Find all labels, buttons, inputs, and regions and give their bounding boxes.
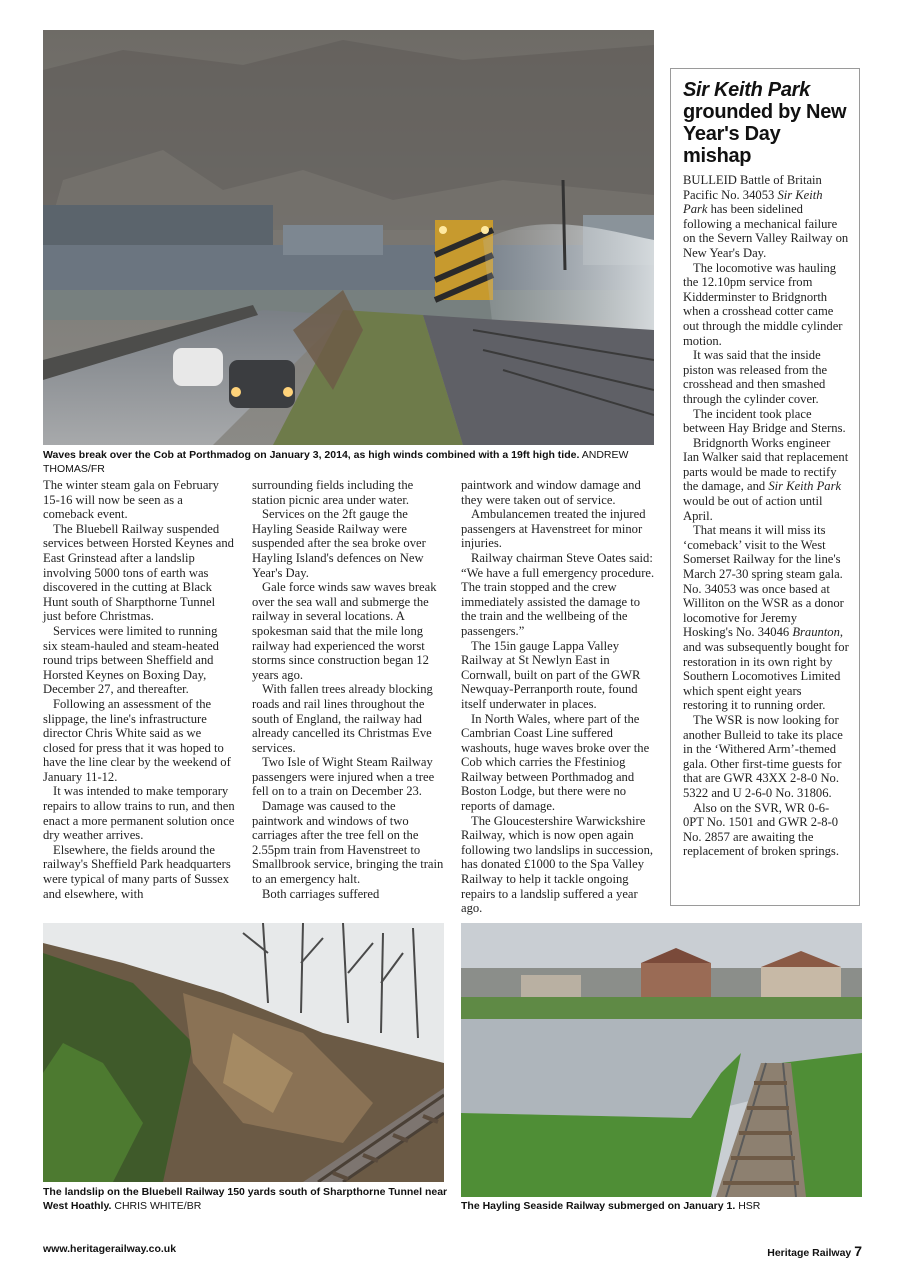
- photo-left-caption: [43, 1186, 453, 1213]
- footer-website[interactable]: www.heritagerailway.co.uk: [43, 1243, 177, 1255]
- photo-bluebell-landslip: [43, 923, 444, 1182]
- page-number: 7: [854, 1243, 862, 1259]
- article-paragraph: The Bluebell Railway suspended services between Horsted Keynes and East Grinstead after a landslip involving 5000 tons of earth was discovered in the cutting at Black Hunt south of Sharpthorne Tunnel just before Christmas.: [43, 521, 234, 624]
- article-paragraph: Damage was caused to the paintwork and windows of two carriages after the tree fell on the 2.55pm train from Havenstreet to Smallbrook service, bringing the train to an emergency halt.: [252, 799, 444, 887]
- photo-right-caption: [461, 1200, 871, 1214]
- article-paragraph: Both carriages suffered: [262, 886, 380, 901]
- photo-right-caption-text: The Hayling Seaside Railway submerged on January 1.: [461, 1200, 736, 1212]
- article-paragraph: The Gloucestershire Warwickshire Railway, which is now open again following two landslips in succession, has donated £1000 to the Spa Valley Railway to help it tackle ongoing repairs to a landslip suffered a year ago.: [461, 813, 654, 916]
- article-paragraph: Services on the 2ft gauge the Hayling Seaside Railway were suspended after the sea broke over Hayling Island's defences on New Year's Day.: [252, 507, 426, 580]
- sidebar-text: would be out of action until April.: [683, 494, 823, 523]
- article-paragraph: The winter steam gala on February 15-16 will now be seen as a comeback event.: [43, 478, 219, 522]
- sidebar-paragraph: The WSR is now looking for another Bulleid to take its place in the ‘Withered Arm’-themed gala. Other first-time guests for that are GWR 43XX 2-8-0 No. 5322 and U 2-6-0 No. 31806.: [683, 712, 843, 800]
- article-paragraph: With fallen trees already blocking roads and rail lines throughout the south of England, the railway had already cancelled its Christmas Eve services.: [252, 682, 433, 755]
- article-paragraph: Services were limited to running six steam-hauled and steam-heated round trips between Sheffield and Horsted Keynes on Boxing Day, December 27, and thereafter.: [43, 623, 219, 697]
- sidebar-headline-rest: grounded by New Year's Day mishap: [683, 101, 847, 167]
- sidebar-text: BULLEID Battle of Britain Pacific No. 34053: [683, 173, 822, 202]
- article-column-2: [252, 478, 444, 901]
- sidebar-text: That means it will miss its ‘comeback’ visit to the West Somerset Railway for the line's March 27-30 spring steam gala. No. 34053 was once based at Williton on the WSR as a donor locomotive for Jeremy Hosking's No. 34046: [683, 523, 844, 640]
- sidebar-text: has been sidelined following a mechanical failure on the Severn Valley Railway on New Year's Day.: [683, 202, 849, 260]
- sidebar-headline-italic: Sir Keith Park: [683, 79, 810, 101]
- sidebar-text-italic: Braunton: [792, 625, 840, 640]
- article-paragraph: paintwork and window damage and they were taken out of service.: [461, 478, 641, 507]
- article-paragraph: surrounding fields including the station picnic area under water.: [252, 478, 414, 507]
- footer-magazine-page: [767, 1243, 862, 1259]
- main-photo-credit: ANDREW THOMAS/FR: [43, 449, 629, 475]
- article-paragraph: Railway chairman Steve Oates said: “We have a full emergency procedure. The train stopped and the crew immediately assisted the damage to the train and the wellbeing of the passengers.”: [461, 550, 655, 638]
- main-photo-caption: [43, 449, 663, 476]
- main-photo-caption-text: Waves break over the Cob at Porthmadog on January 3, 2014, as high winds combined with a 19ft high tide.: [43, 449, 580, 461]
- sidebar-paragraph: [683, 173, 849, 261]
- article-paragraph: Two Isle of Wight Steam Railway passengers were injured when a tree fell on to a train on December 23.: [252, 755, 435, 799]
- article-column-1: [43, 478, 235, 901]
- sidebar-paragraph: Also on the SVR, WR 0-6-0PT No. 1501 and GWR 2-8-0 No. 2857 are awaiting the replacement of broken springs.: [683, 800, 839, 859]
- article-paragraph: Gale force winds saw waves break over the sea wall and submerge the railway in several locations. A spokesman said that the mile long railway had experienced the worst storms since construction began 12 years ago.: [252, 580, 437, 682]
- sidebar-paragraph: [683, 523, 849, 713]
- article-paragraph: The 15in gauge Lappa Valley Railway at St Newlyn East in Cornwall, built on part of the GWR Newquay-Perranporth route, found itself underwater in places.: [461, 638, 641, 711]
- article-paragraph: Following an assessment of the slippage, the line's infrastructure director Chris White said as we closed for press that it was hoped to have the line clear by the weekend of January 11-12.: [43, 696, 231, 784]
- sidebar-text-italic: Sir Keith Park: [683, 187, 823, 217]
- photo-left-caption-text: The landslip on the Bluebell Railway 150 yards south of Sharpthorne Tunnel near West Hoathly.: [43, 1186, 448, 1212]
- sidebar-text: Bridgnorth Works engineer Ian Walker said that replacement parts would be made to rectify the damage, and: [683, 435, 849, 494]
- photo-left-credit: CHRIS WHITE/BR: [114, 1199, 202, 1212]
- sidebar-paragraph: The locomotive was hauling the 12.10pm service from Kidderminster to Bridgnorth when a crosshead cotter came out through the middle cylinder motion.: [683, 260, 843, 348]
- sidebar-headline: [683, 79, 849, 167]
- article-paragraph: It was intended to make temporary repairs to allow trains to run, and then enact a more permanent solution once dry weather arrives.: [43, 784, 235, 843]
- photo-hayling-submerged: [461, 923, 862, 1197]
- article-paragraph: Elsewhere, the fields around the railway's Sheffield Park headquarters were typical of many parts of Sussex and elsewhere, with: [43, 842, 231, 901]
- article-column-3: [461, 478, 656, 916]
- sidebar-text: , and was subsequently bought for restoration in its own right by Southern Locomotives Limited which spent eight years restoring it to running order.: [683, 625, 849, 713]
- photo-right-credit: HSR: [738, 1200, 761, 1212]
- sidebar-paragraph: [683, 436, 849, 524]
- article-paragraph: Ambulancemen treated the injured passengers at Havenstreet for minor injuries.: [461, 507, 646, 551]
- sidebar-text-italic: Sir Keith Park: [768, 479, 842, 494]
- sidebar-body: [683, 173, 849, 859]
- sidebar-box: [670, 68, 860, 906]
- sidebar-paragraph: The incident took place between Hay Bridge and Sterns.: [683, 406, 846, 436]
- sidebar-paragraph: It was said that the inside piston was released from the crosshead and then smashed through the cylinder cover.: [683, 348, 828, 406]
- article-paragraph: In North Wales, where part of the Cambrian Coast Line suffered washouts, huge waves broke over the Cob which carries the Ffestiniog Railway between Porthmadog and Boston Lodge, but there were no reports of damage.: [461, 711, 650, 814]
- footer-magazine-name: Heritage Railway: [767, 1247, 852, 1259]
- main-photo-porthmadog-cob: [43, 30, 654, 445]
